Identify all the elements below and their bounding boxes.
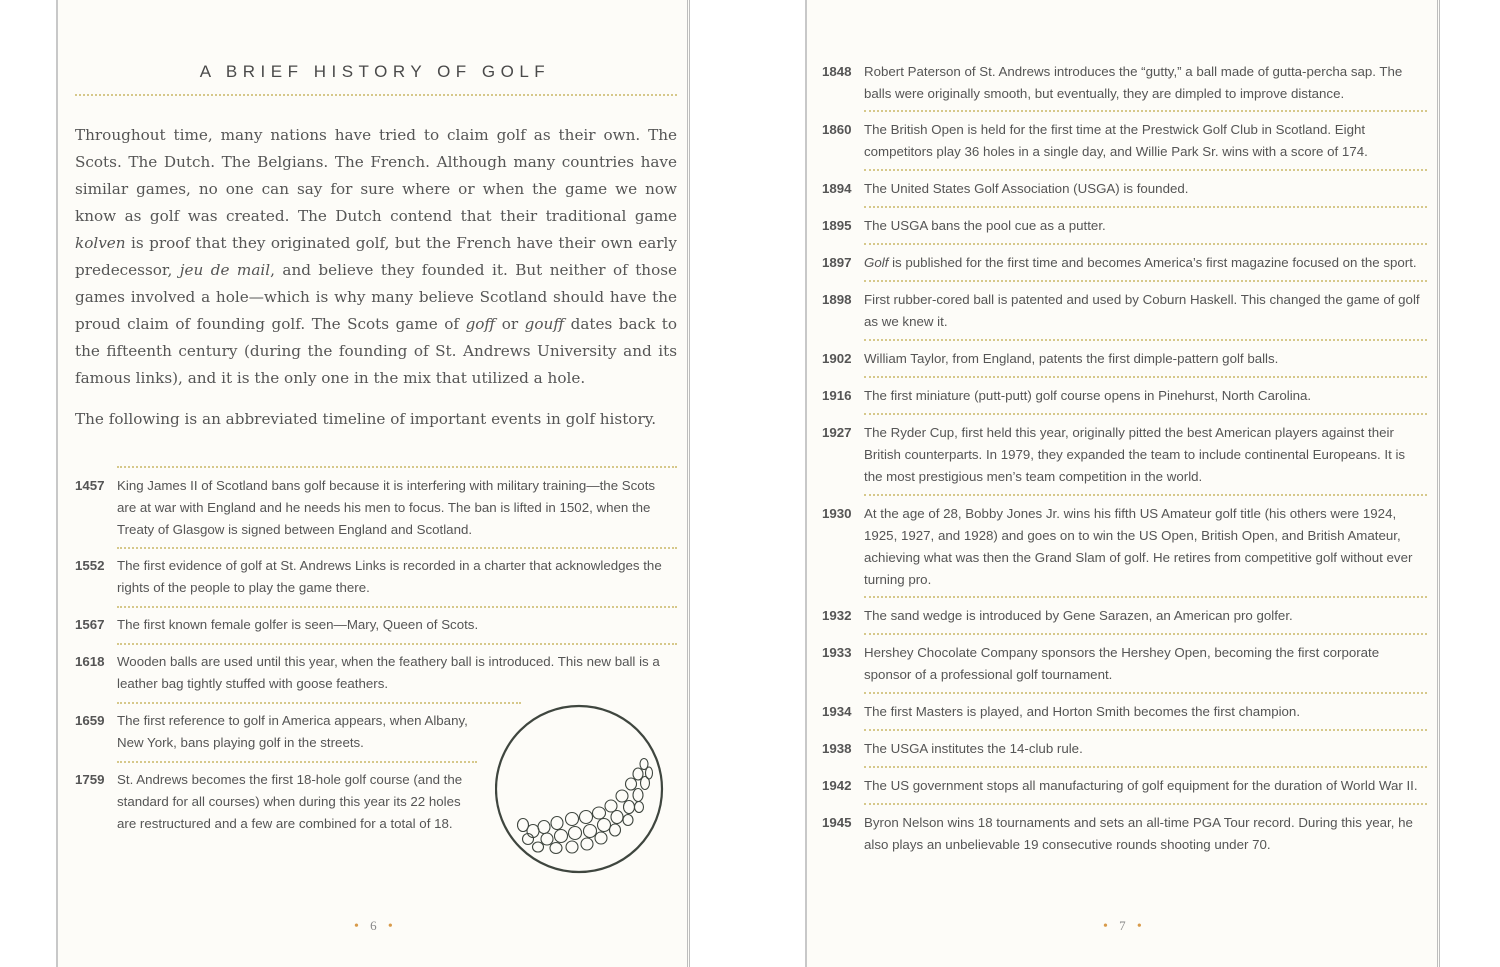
page-number: [1103, 918, 1142, 935]
entry-text: William Taylor, from England, patents the first dimple-pattern golf balls.: [864, 351, 1279, 366]
left-page: [56, 0, 690, 967]
timeline-entry-1933: [822, 642, 1427, 686]
entry-italic-title: Golf: [864, 255, 889, 270]
timeline-divider: [864, 243, 1427, 245]
entry-text: Hershey Chocolate Company sponsors the Hershey Open, becoming the first corporate sponsor of a professional golf tournament.: [864, 645, 1380, 682]
entry-year: 1567: [75, 617, 105, 632]
entry-year: 1927: [822, 425, 852, 440]
entry-year: 1759: [75, 772, 105, 787]
timeline-divider: [117, 547, 677, 549]
entry-year: 1552: [75, 558, 105, 573]
entry-text: The sand wedge is introduced by Gene Sarazen, an American pro golfer.: [864, 608, 1293, 623]
entry-year: 1860: [822, 122, 852, 137]
timeline-divider: [864, 376, 1427, 378]
entry-text: The first reference to golf in America appears, when Albany, New York, bans playing golf in the streets.: [117, 713, 468, 750]
entry-text: [864, 252, 1427, 274]
intro-text-4: dates back to the fifteenth century (during the founding of St. Andrews University and its famous links), and it is the only one in the mix that utilized a hole.: [75, 315, 678, 387]
timeline-divider: [864, 110, 1427, 112]
timeline-entry-1860: [822, 119, 1427, 163]
timeline-entry-1902: [822, 348, 1427, 370]
entry-text: St. Andrews becomes the first 18-hole golf course (and the standard for all courses) when during this year its 22 holes are restructured and a few are combined for a total of 18.: [117, 772, 463, 831]
intro-paragraph: [75, 122, 677, 392]
entry-text: First rubber-cored ball is patented and used by Coburn Haskell. This changed the game of golf as we knew it.: [864, 292, 1420, 329]
timeline-entry-1848: [822, 61, 1427, 105]
timeline-divider: [864, 206, 1427, 208]
page-number: [354, 918, 393, 935]
timeline-divider: [117, 606, 677, 608]
timeline-entry-1567: [75, 614, 677, 636]
timeline-entry-1934: [822, 701, 1427, 723]
timeline-divider: [117, 702, 521, 704]
entry-text: King James II of Scotland bans golf because it is interfering with military training—the Scots are at war with England and he needs his men to focus. The ban is lifted in 1502, when the Treaty of Glasgow is signed between England and Scotland.: [117, 478, 656, 537]
entry-year: 1457: [75, 478, 105, 493]
page-number-dot-icon: •: [1136, 919, 1142, 934]
timeline-entry-1930: [822, 503, 1427, 591]
entry-text: The first Masters is played, and Horton Smith becomes the first champion.: [864, 704, 1301, 719]
timeline-divider: [864, 596, 1427, 598]
entry-year: 1618: [75, 654, 105, 669]
page-number-dot-icon: •: [1103, 919, 1108, 934]
entry-year: 1902: [822, 351, 852, 366]
timeline-entry-1932: [822, 605, 1427, 627]
timeline-divider: [117, 643, 677, 645]
entry-year: 1898: [822, 292, 852, 307]
entry-year: 1942: [822, 778, 852, 793]
timeline-entry-1916: [822, 385, 1427, 407]
timeline-entry-1945: [822, 812, 1427, 856]
entry-text: The US government stops all manufacturing of golf equipment for the duration of World War II.: [864, 778, 1418, 793]
entry-text-rest: is published for the first time and becomes America’s first magazine focused on the sport.: [888, 255, 1417, 270]
timeline-divider: [117, 466, 677, 468]
entry-year: 1895: [822, 218, 852, 233]
timeline-divider: [864, 729, 1427, 731]
intro-term-gouff: gouff: [524, 315, 565, 333]
page-number-value: 6: [370, 918, 377, 933]
page-title: A BRIEF HISTORY OF GOLF: [199, 62, 551, 81]
entry-year: 1897: [822, 255, 852, 270]
book-gutter: [693, 0, 805, 967]
timeline-divider: [864, 494, 1427, 496]
entry-year: 1932: [822, 608, 852, 623]
right-page: [805, 0, 1440, 967]
timeline-entry-1659: [75, 710, 495, 754]
entry-year: 1916: [822, 388, 852, 403]
intro-text-2: is proof that they originated golf, but the French have their own early predecessor,: [75, 234, 677, 279]
entry-text: The first evidence of golf at St. Andrews Links is recorded in a charter that acknowledges the rights of the people to play the game there.: [117, 558, 662, 595]
timeline-entry-1897: [822, 252, 1427, 274]
page-number-value: 7: [1119, 918, 1126, 933]
entry-text: The United States Golf Association (USGA) is founded.: [864, 181, 1189, 196]
entry-text: Wooden balls are used until this year, when the feathery ball is introduced. This new ball is a leather bag tightly stuffed with goose feathers.: [117, 654, 660, 691]
entry-year: 1933: [822, 645, 852, 660]
entry-year: 1848: [822, 64, 852, 79]
intro-text-or: or: [501, 315, 519, 333]
timeline-entry-1552: [75, 555, 677, 599]
timeline-entry-1759: [75, 769, 495, 835]
intro-term-jeu-de-mail: jeu de mail: [179, 261, 271, 279]
entry-text: At the age of 28, Bobby Jones Jr. wins his fifth US Amateur golf title (his others were 1924, 1925, 1927, and 1928) and goes on to win the US Open, British Open, and British Amateur, achieving what was then the Grand Slam of golf. He retires from competitive golf without ever turning pro.: [864, 506, 1413, 587]
entry-text: The USGA institutes the 14-club rule.: [864, 741, 1083, 756]
entry-text: Robert Paterson of St. Andrews introduces the “gutty,” a ball made of gutta-percha sap. The balls were originally smooth, but eventually, they are dimpled to improve distance.: [864, 64, 1403, 101]
entry-year: 1930: [822, 506, 852, 521]
page-number-dot-icon: •: [387, 919, 393, 934]
timeline-entry-1457: [75, 475, 677, 541]
entry-text: The British Open is held for the first time at the Prestwick Golf Club in Scotland. Eight competitors play 36 holes in a single day, and Willie Park Sr. wins with a score of 174.: [864, 122, 1368, 159]
golf-ball-icon: [495, 703, 665, 875]
timeline-entry-1898: [822, 289, 1427, 333]
intro-term-goff: goff: [465, 315, 496, 333]
timeline-divider: [864, 803, 1427, 805]
timeline-entry-1938: [822, 738, 1427, 760]
entry-text: The USGA bans the pool cue as a putter.: [864, 218, 1106, 233]
timeline-entry-1927: [822, 422, 1427, 488]
timeline-intro: The following is an abbreviated timeline of important events in golf history.: [75, 410, 657, 428]
timeline-divider: [864, 766, 1427, 768]
entry-text: Byron Nelson wins 18 tournaments and sets an all-time PGA Tour record. During this year, he also plays an unbelievable 19 consecutive rounds shooting under 70.: [864, 815, 1413, 852]
timeline-entry-1942: [822, 775, 1427, 797]
entry-year: 1938: [822, 741, 852, 756]
entry-text: The first known female golfer is seen—Mary, Queen of Scots.: [117, 617, 479, 632]
timeline-entry-1618: [75, 651, 677, 695]
page-number-dot-icon: •: [354, 919, 359, 934]
timeline-divider: [864, 413, 1427, 415]
timeline-divider: [864, 339, 1427, 341]
timeline-divider: [864, 280, 1427, 282]
entry-text: The first miniature (putt-putt) golf course opens in Pinehurst, North Carolina.: [864, 388, 1312, 403]
entry-year: 1934: [822, 704, 852, 719]
timeline-divider: [864, 633, 1427, 635]
entry-text: The Ryder Cup, first held this year, originally pitted the best American players against their British counterparts. In 1979, they expanded the team to include continental Europeans. It is the most prestigious men’s team competition in the world.: [864, 425, 1406, 484]
entry-year: 1894: [822, 181, 852, 196]
timeline-divider: [117, 761, 477, 763]
timeline-divider: [864, 169, 1427, 171]
timeline-divider: [864, 692, 1427, 694]
title-divider: [75, 94, 677, 96]
intro-text-3: , and believe they founded it. But neither of those games involved a hole—which is why many believe Scotland should have the proud claim of founding golf. The Scots game of: [75, 261, 678, 333]
entry-year: 1659: [75, 713, 105, 728]
entry-year: 1945: [822, 815, 852, 830]
timeline-entry-1894: [822, 178, 1427, 200]
intro-text-1: Throughout time, many nations have tried to claim golf as their own. The Scots. The Dutch. The Belgians. The French. Although many countries have similar games, no one can say for sure where or when the game we now know as golf was created. The Dutch contend that their traditional game: [75, 126, 677, 225]
timeline-entry-1895: [822, 215, 1427, 237]
intro-term-kolven: kolven: [75, 234, 126, 252]
